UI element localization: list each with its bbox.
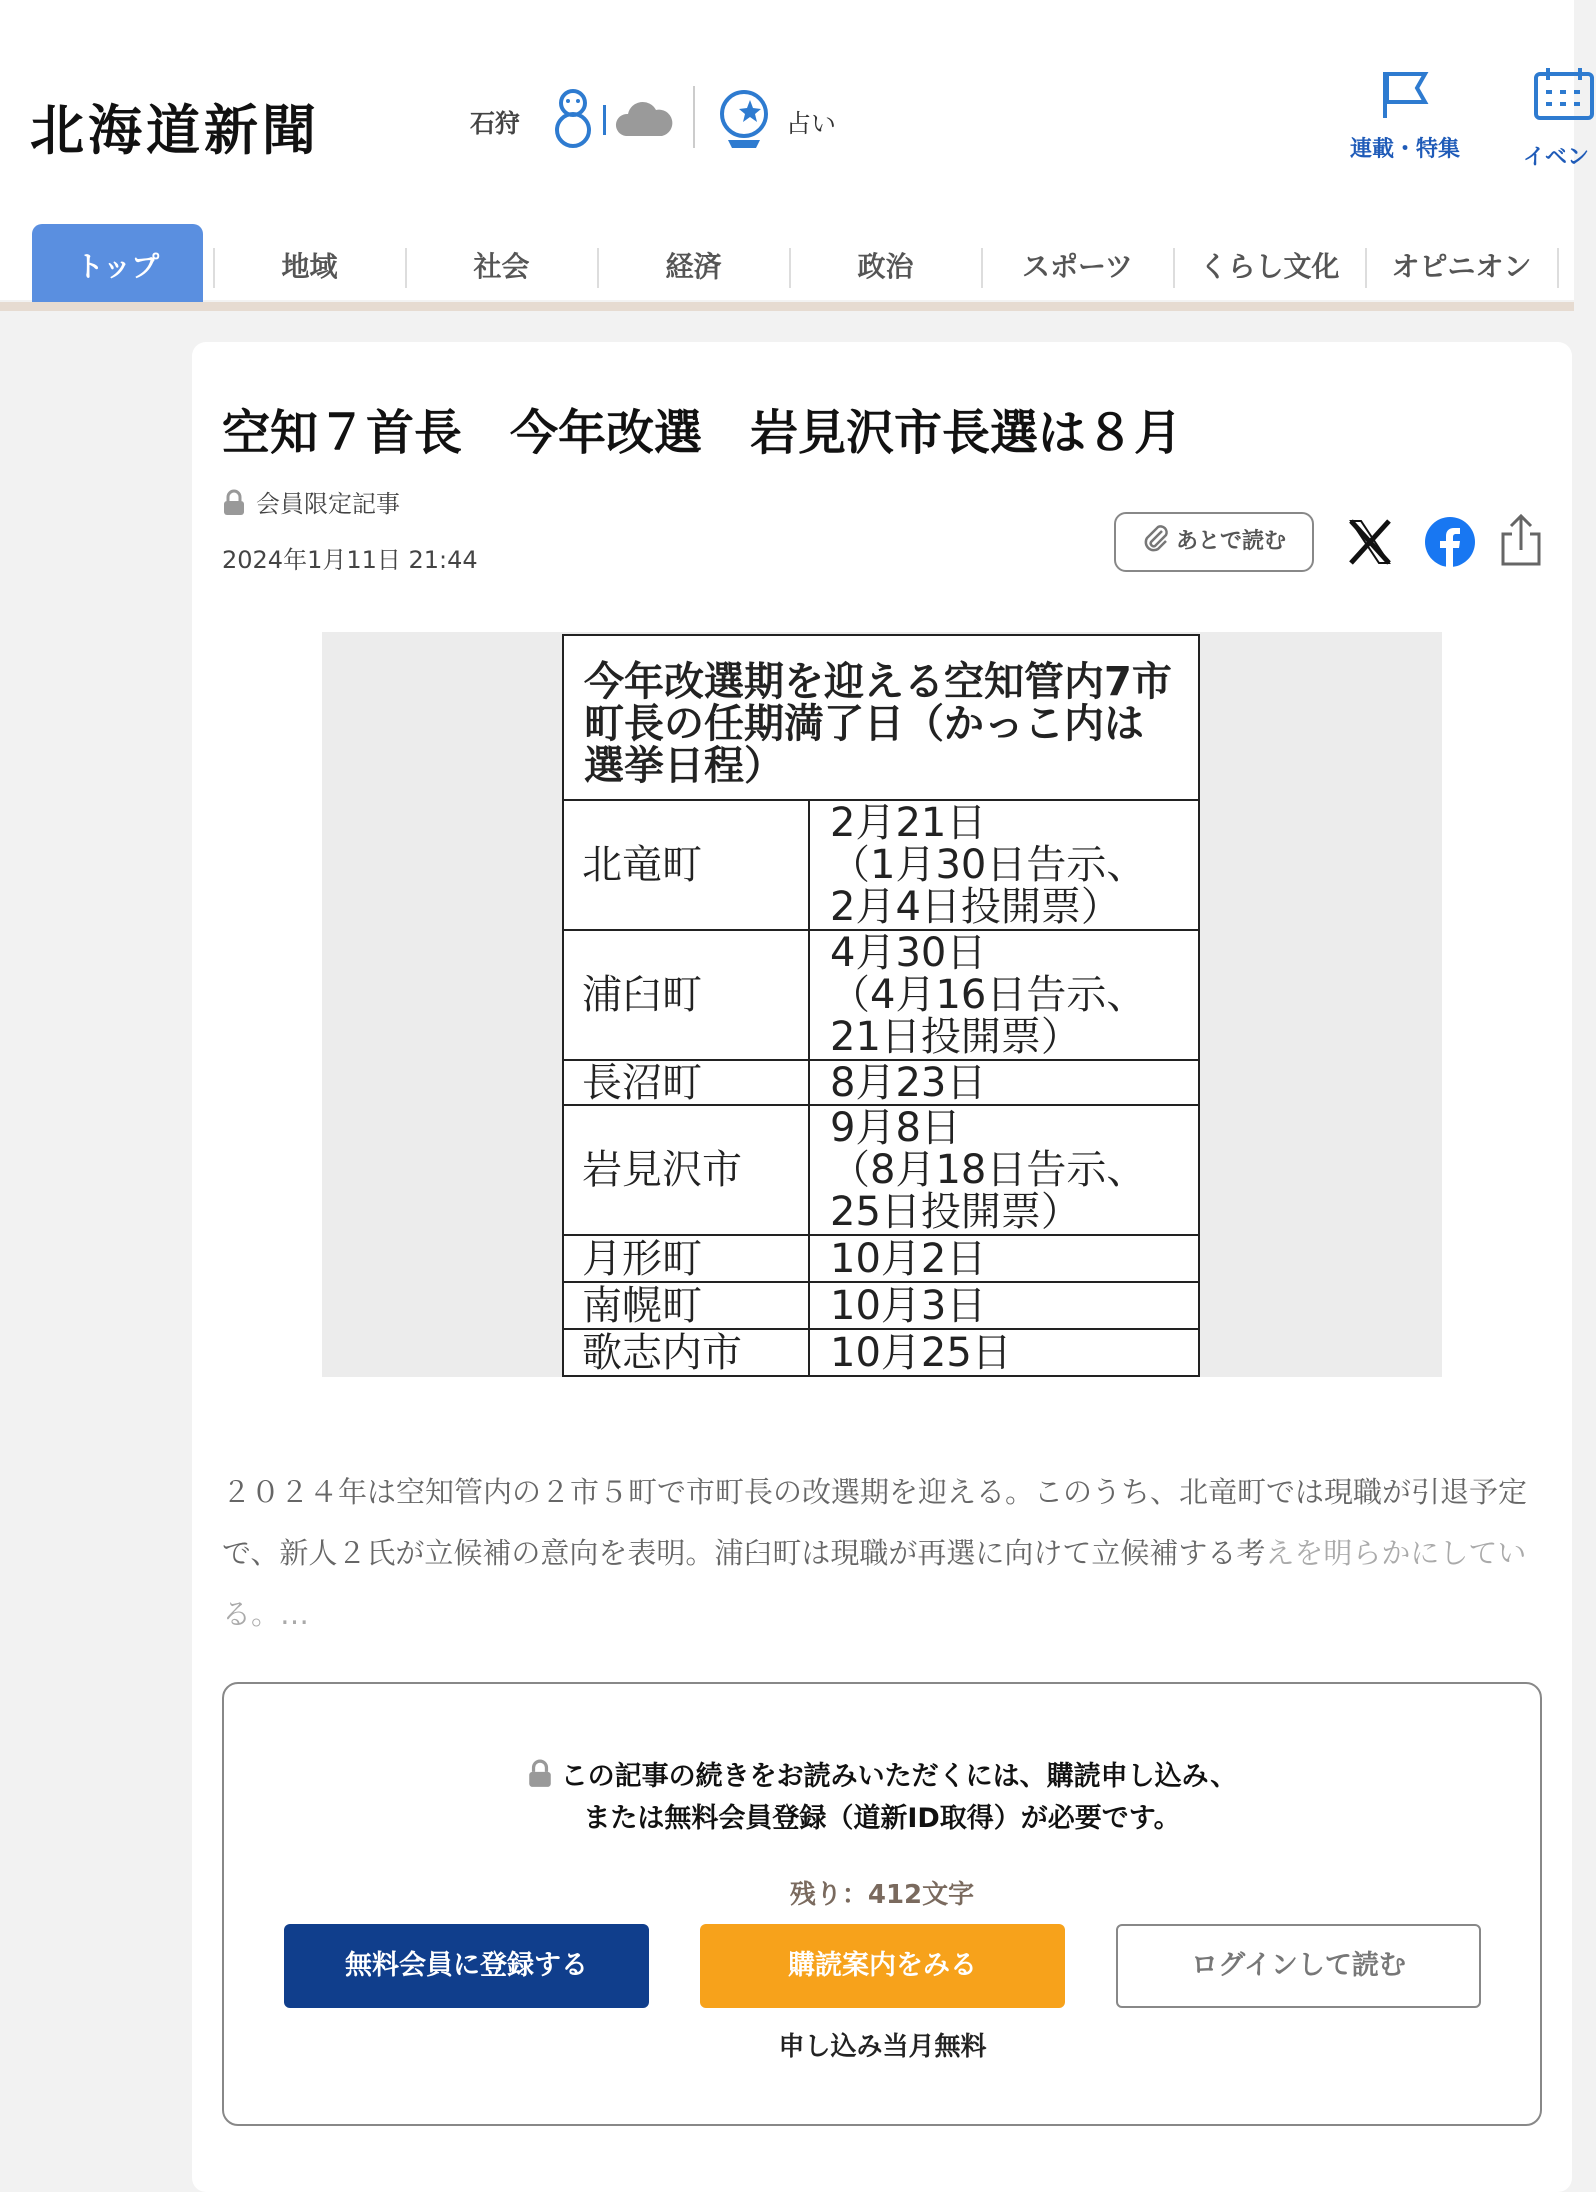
weather-region[interactable]: 石狩 <box>470 109 521 138</box>
publish-date: 2024年1月11日 21:44 <box>222 546 478 574</box>
tab-society[interactable]: 社会 <box>473 250 530 283</box>
category-nav <box>0 224 1574 310</box>
date-cell: 8月23日 <box>809 1060 1199 1105</box>
facebook-share-icon[interactable] <box>1424 516 1476 568</box>
members-only-label: 会員限定記事 <box>256 490 400 518</box>
free-register-button[interactable]: 無料会員に登録する <box>284 1924 649 2008</box>
paywall-box <box>222 1682 1542 2126</box>
header-divider <box>693 86 695 148</box>
cloud-icon[interactable] <box>614 92 674 144</box>
series-feature-link[interactable] <box>1340 66 1470 176</box>
paywall-message <box>224 1756 1540 1840</box>
flag-icon <box>1377 66 1433 122</box>
tab-economy[interactable]: 経済 <box>665 250 722 283</box>
table-row <box>563 1060 1199 1105</box>
weather-separator <box>603 105 606 135</box>
tab-sports[interactable]: スポーツ <box>1022 250 1133 283</box>
event-link[interactable] <box>1510 66 1590 176</box>
date-cell: 4月30日 （4月16日告示、 21日投開票） <box>809 930 1199 1060</box>
table-row <box>563 1105 1199 1235</box>
municipality-cell: 南幌町 <box>563 1282 809 1329</box>
share-icon[interactable] <box>1498 512 1544 568</box>
nav-separator <box>597 248 599 288</box>
municipality-cell: 長沼町 <box>563 1060 809 1105</box>
municipality-cell: 北竜町 <box>563 800 809 930</box>
read-later-label: あとで読む <box>1175 529 1286 554</box>
paperclip-icon <box>1142 523 1172 553</box>
figure-caption: 今年改選期を迎える空知管内7市町長の任期満了日（かっこ内は選挙日程） <box>563 635 1199 800</box>
date-cell: 2月21日 （1月30日告示、 2月4日投開票） <box>809 800 1199 930</box>
election-schedule-table <box>562 634 1200 1377</box>
date-cell: 10月3日 <box>809 1282 1199 1329</box>
table-row <box>563 1329 1199 1376</box>
date-cell: 10月25日 <box>809 1329 1199 1376</box>
municipality-cell: 歌志内市 <box>563 1329 809 1376</box>
read-later-button[interactable] <box>1114 512 1314 572</box>
paywall-message-line1: この記事の続きをお読みいただくには、購読申し込み、 <box>560 1761 1238 1792</box>
article-card <box>192 342 1572 2192</box>
tab-region[interactable]: 地域 <box>281 250 338 283</box>
municipality-cell: 月形町 <box>563 1235 809 1282</box>
subscribe-info-button[interactable]: 購読案内をみる <box>700 1924 1065 2008</box>
x-share-icon[interactable] <box>1345 515 1395 569</box>
paywall-message-line2: または無料会員登録（道新ID取得）が必要です。 <box>583 1803 1181 1834</box>
article-lead <box>222 1462 1542 1645</box>
table-row <box>563 1282 1199 1329</box>
login-button[interactable]: ログインして読む <box>1116 1924 1481 2008</box>
lead-text-faded: えを明らかにしている。… <box>222 1536 1527 1631</box>
snowman-weather-icon[interactable] <box>548 86 598 150</box>
event-label: イベン <box>1523 145 1590 170</box>
tab-top[interactable]: トップ <box>32 224 203 310</box>
table-row <box>563 1235 1199 1282</box>
crystal-ball-icon[interactable] <box>714 86 774 150</box>
article-figure[interactable] <box>322 632 1442 1377</box>
lock-icon <box>527 1760 553 1788</box>
nav-separator <box>1365 248 1367 288</box>
lock-icon <box>222 490 246 516</box>
tab-politics[interactable]: 政治 <box>857 250 914 283</box>
nav-underline <box>0 302 1574 311</box>
date-cell: 10月2日 <box>809 1235 1199 1282</box>
date-cell: 9月8日 （8月18日告示、 25日投開票） <box>809 1105 1199 1235</box>
remaining-characters: 残り：412文字 <box>789 1880 975 1910</box>
municipality-cell: 浦臼町 <box>563 930 809 1060</box>
nav-separator <box>1173 248 1175 288</box>
nav-separator <box>1557 248 1559 288</box>
members-only-badge <box>222 484 400 519</box>
table-row <box>563 800 1199 930</box>
table-row <box>563 930 1199 1060</box>
tab-culture[interactable]: くらし文化 <box>1199 250 1340 283</box>
nav-separator <box>405 248 407 288</box>
fortune-label[interactable]: 占い <box>786 109 837 138</box>
nav-separator <box>213 248 215 288</box>
free-month-note: 申し込み当月無料 <box>778 2032 987 2062</box>
nav-separator <box>981 248 983 288</box>
article-headline: 空知７首長 今年改選 岩見沢市長選は８月 <box>222 405 1183 461</box>
municipality-cell: 岩見沢市 <box>563 1105 809 1235</box>
nav-separator <box>789 248 791 288</box>
calendar-icon <box>1532 66 1596 122</box>
lead-text: ２０２４年は空知管内の２市５町で市町長の改選期を迎える。このうち、北竜町では現職が引退予定で、新人２氏が立候補の意向を表明。浦臼町は現職が再選に向けて立候補する考 <box>222 1475 1528 1570</box>
site-logo[interactable]: 北海道新聞 <box>30 98 320 162</box>
series-feature-label: 連載・特集 <box>1349 137 1460 162</box>
tab-opinion[interactable]: オピニオン <box>1391 250 1532 283</box>
